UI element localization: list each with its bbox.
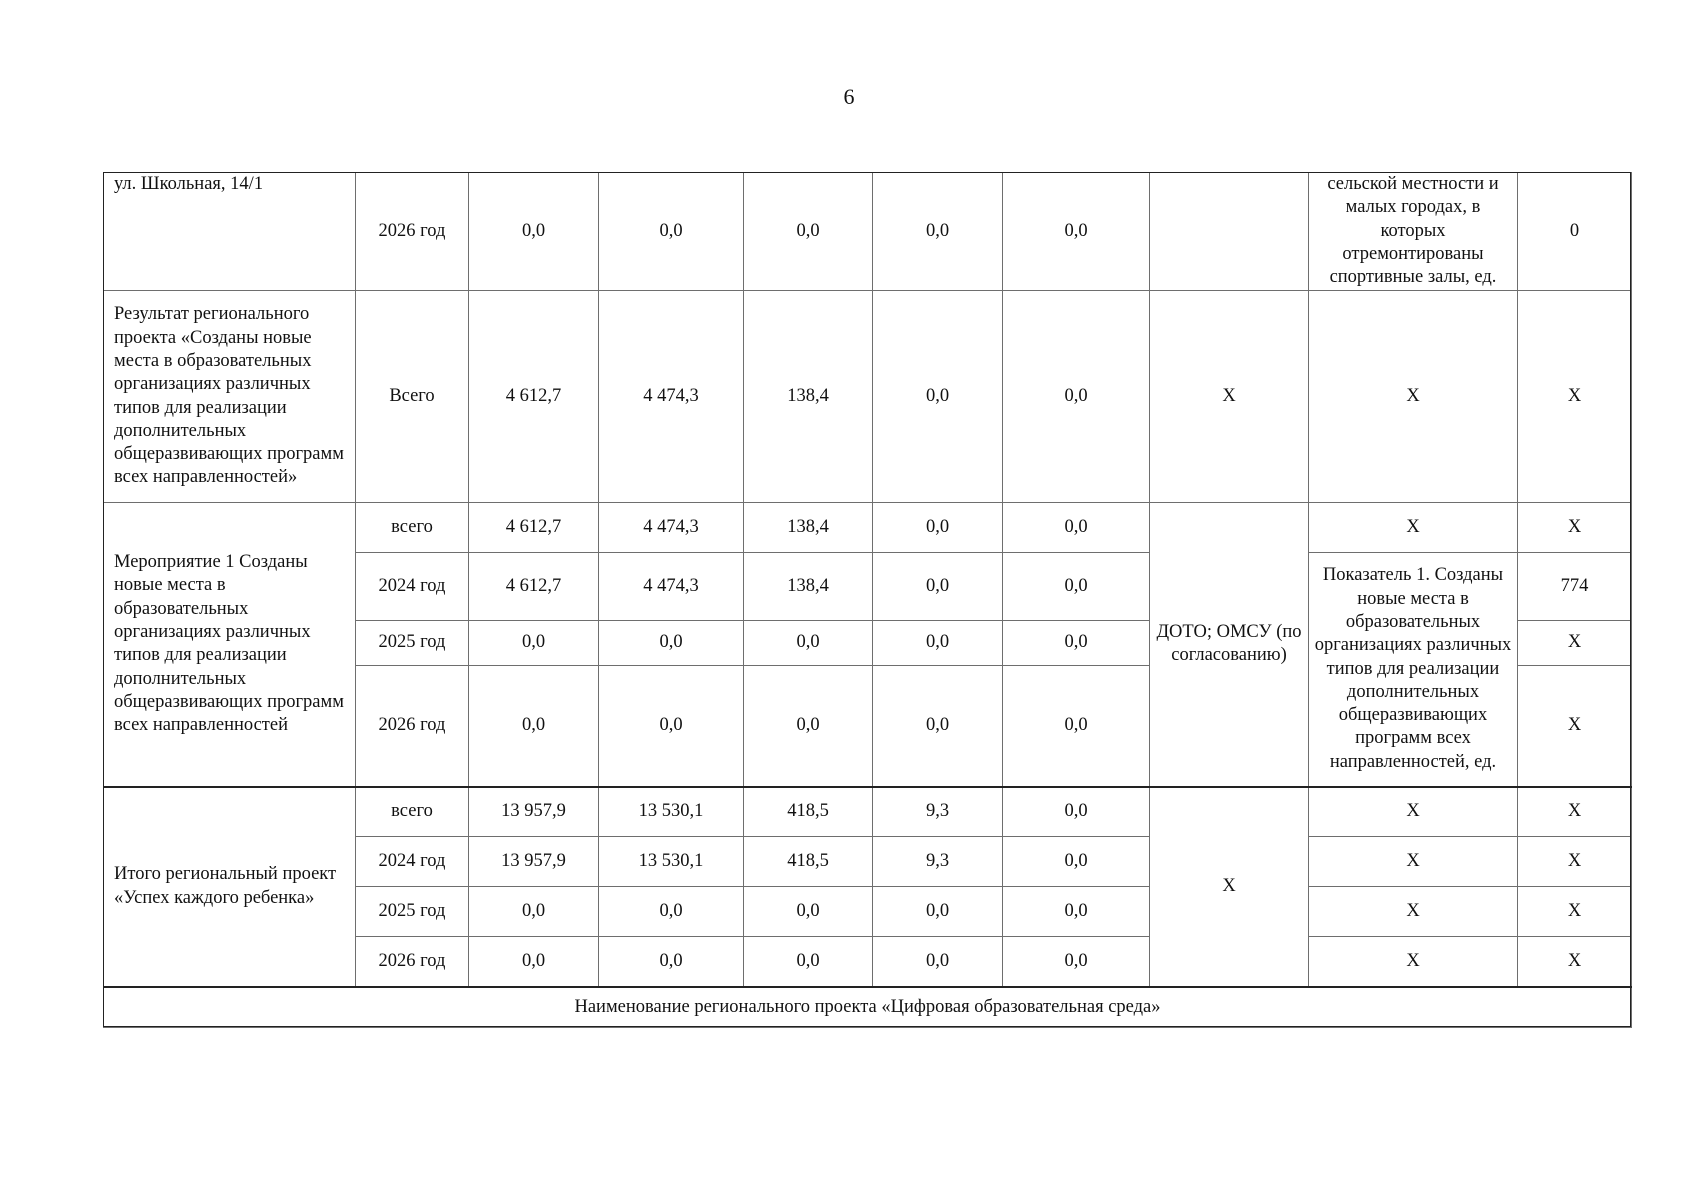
- value-cell: 0,0: [744, 937, 873, 987]
- value-cell: 0,0: [469, 937, 599, 987]
- value-cell: 13 530,1: [599, 787, 744, 837]
- value-cell: 0,0: [1003, 937, 1150, 987]
- target-cell: X: [1518, 937, 1632, 987]
- year-cell: 2024 год: [356, 837, 469, 887]
- indicator-cell: X: [1309, 887, 1518, 937]
- year-cell: 2026 год: [356, 937, 469, 987]
- year-cell: всего: [356, 787, 469, 837]
- target-cell: 774: [1518, 553, 1632, 621]
- value-cell: 0,0: [1003, 837, 1150, 887]
- executor-cell: ДОТО; ОМСУ (по согласованию): [1150, 503, 1309, 787]
- value-cell: 4 474,3: [599, 291, 744, 503]
- year-cell: 2025 год: [356, 621, 469, 666]
- target-cell: X: [1518, 787, 1632, 837]
- value-cell: 0,0: [599, 887, 744, 937]
- section-heading-cell: Наименование регионального проекта «Цифровая образовательная среда»: [104, 987, 1632, 1028]
- value-cell: 4 612,7: [469, 503, 599, 553]
- page-number: 6: [843, 84, 855, 109]
- value-cell: 0,0: [873, 553, 1003, 621]
- value-cell: 0,0: [873, 666, 1003, 787]
- indicator-cell: X: [1309, 837, 1518, 887]
- year-cell: 2026 год: [356, 666, 469, 787]
- value-cell: 13 957,9: [469, 837, 599, 887]
- indicator-cell: Показатель 1. Созданы новые места в образовательных организациях различных типов для реализации дополнительных общеразвивающих программ всех направленностей, ед.: [1309, 553, 1518, 787]
- executor-cell: [1150, 173, 1309, 291]
- target-cell: X: [1518, 666, 1632, 787]
- value-cell: 0,0: [873, 291, 1003, 503]
- table-row: [104, 987, 1632, 1028]
- value-cell: 138,4: [744, 291, 873, 503]
- target-cell: X: [1518, 291, 1632, 503]
- value-cell: 0,0: [469, 173, 599, 291]
- executor-cell: X: [1150, 291, 1309, 503]
- target-cell: X: [1518, 503, 1632, 553]
- value-cell: 0,0: [469, 666, 599, 787]
- value-cell: 0,0: [873, 503, 1003, 553]
- value-cell: 418,5: [744, 787, 873, 837]
- value-cell: 0,0: [873, 621, 1003, 666]
- value-cell: 0,0: [1003, 291, 1150, 503]
- value-cell: 0,0: [1003, 621, 1150, 666]
- indicator-cell: X: [1309, 291, 1518, 503]
- value-cell: 4 612,7: [469, 553, 599, 621]
- value-cell: 418,5: [744, 837, 873, 887]
- value-cell: 138,4: [744, 553, 873, 621]
- value-cell: 9,3: [873, 787, 1003, 837]
- indicator-cell: X: [1309, 787, 1518, 837]
- value-cell: 0,0: [744, 887, 873, 937]
- target-cell: X: [1518, 887, 1632, 937]
- indicator-cell: X: [1309, 937, 1518, 987]
- value-cell: 0,0: [1003, 887, 1150, 937]
- value-cell: 0,0: [469, 887, 599, 937]
- value-cell: 0,0: [1003, 503, 1150, 553]
- target-cell: X: [1518, 621, 1632, 666]
- value-cell: 0,0: [873, 937, 1003, 987]
- row-name-cell: Мероприятие 1 Созданы новые места в образовательных организациях различных типов для реализации дополнительных общеразвивающих программ всех направленностей: [104, 503, 356, 787]
- value-cell: 0,0: [1003, 666, 1150, 787]
- year-cell: 2026 год: [356, 173, 469, 291]
- table-row: [104, 787, 1632, 837]
- budget-table: [103, 172, 1632, 1028]
- year-cell: 2024 год: [356, 553, 469, 621]
- executor-cell: X: [1150, 787, 1309, 987]
- value-cell: 9,3: [873, 837, 1003, 887]
- value-cell: 0,0: [599, 621, 744, 666]
- value-cell: 0,0: [599, 173, 744, 291]
- target-cell: X: [1518, 837, 1632, 887]
- value-cell: 13 530,1: [599, 837, 744, 887]
- year-cell: Всего: [356, 291, 469, 503]
- target-cell: 0: [1518, 173, 1632, 291]
- value-cell: 0,0: [1003, 787, 1150, 837]
- table-row: [104, 173, 1632, 291]
- year-cell: всего: [356, 503, 469, 553]
- row-name-cell: Итого региональный проект «Успех каждого ребенка»: [104, 787, 356, 987]
- value-cell: 0,0: [599, 666, 744, 787]
- row-name-cell: ул. Школьная, 14/1: [104, 173, 356, 291]
- value-cell: 4 474,3: [599, 503, 744, 553]
- value-cell: 13 957,9: [469, 787, 599, 837]
- value-cell: 0,0: [469, 621, 599, 666]
- value-cell: 0,0: [873, 887, 1003, 937]
- value-cell: 4 474,3: [599, 553, 744, 621]
- indicator-cell: X: [1309, 503, 1518, 553]
- value-cell: 0,0: [744, 173, 873, 291]
- value-cell: 0,0: [599, 937, 744, 987]
- value-cell: 0,0: [744, 666, 873, 787]
- value-cell: 138,4: [744, 503, 873, 553]
- value-cell: 0,0: [873, 173, 1003, 291]
- value-cell: 0,0: [744, 621, 873, 666]
- table-row: [104, 503, 1632, 553]
- indicator-cell: сельской местности и малых городах, в которых отремонтированы спортивные залы, ед.: [1309, 173, 1518, 291]
- value-cell: 0,0: [1003, 553, 1150, 621]
- value-cell: 4 612,7: [469, 291, 599, 503]
- value-cell: 0,0: [1003, 173, 1150, 291]
- row-name-cell: Результат регионального проекта «Созданы новые места в образовательных организациях различных типов для реализации дополнительных общеразвивающих программ всех направленностей»: [104, 291, 356, 503]
- year-cell: 2025 год: [356, 887, 469, 937]
- table-row: [104, 291, 1632, 503]
